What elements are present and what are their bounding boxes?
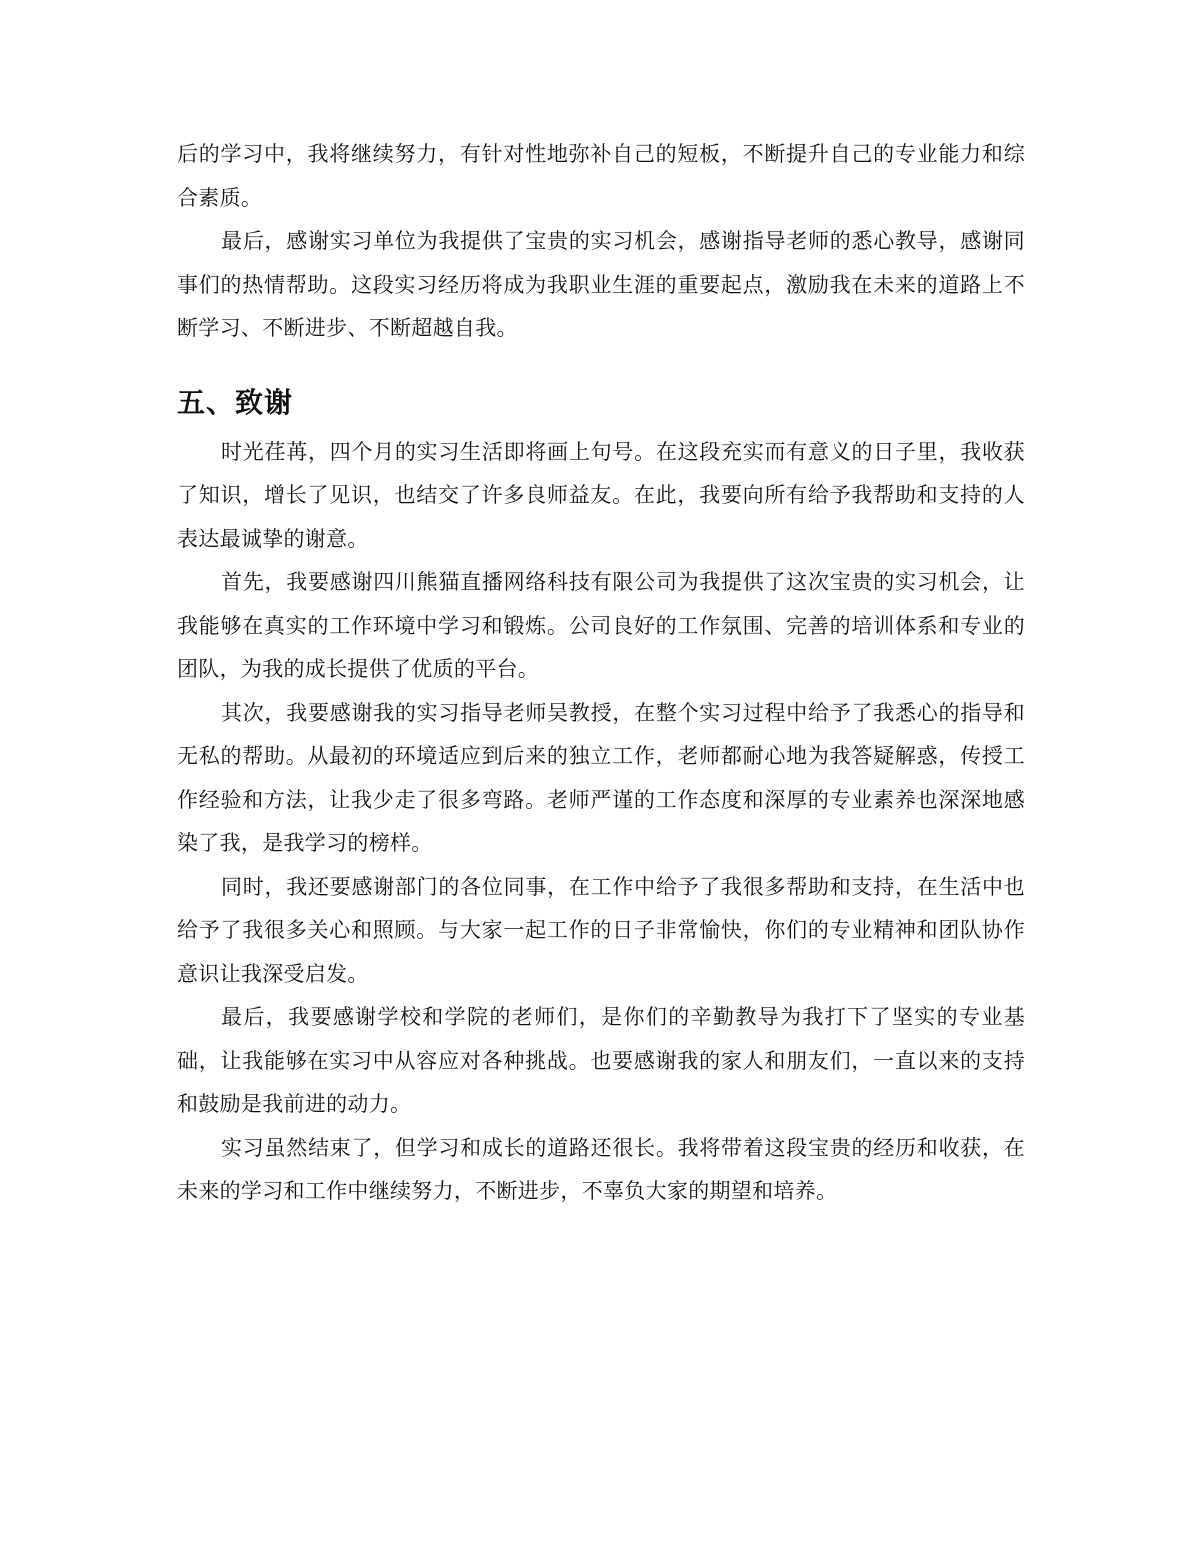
- acknowledgement-paragraph: 实习虽然结束了，但学习和成长的道路还很长。我将带着这段宝贵的经历和收获，在未来的学习和工作中继续努力，不断进步，不辜负大家的期望和培养。: [177, 1135, 1025, 1203]
- acknowledgement-paragraph: 首先，我要感谢四川熊猫直播网络科技有限公司为我提供了这次宝贵的实习机会，让我能够在真实的工作环境中学习和锻炼。公司良好的工作氛围、完善的培训体系和专业的团队，为我的成长提供了优质的平台。: [177, 570, 1025, 681]
- section-heading-acknowledgements: 五、致谢: [177, 385, 294, 419]
- acknowledgement-paragraph: 最后，我要感谢学校和学院的老师们，是你们的辛勤教导为我打下了坚实的专业基础，让我能够在实习中从容应对各种挑战。也要感谢我的家人和朋友们，一直以来的支持和鼓励是我前进的动力。: [177, 1005, 1025, 1116]
- closing-paragraph: 最后，感谢实习单位为我提供了宝贵的实习机会，感谢指导老师的悉心教导，感谢同事们的热情帮助。这段实习经历将成为我职业生涯的重要起点，激励我在未来的道路上不断学习、不断进步、不断超越自我。: [177, 229, 1025, 340]
- continued-paragraph: 后的学习中，我将继续努力，有针对性地弥补自己的短板，不断提升自己的专业能力和综合素质。: [177, 142, 1025, 210]
- acknowledgement-paragraph: 其次，我要感谢我的实习指导老师吴教授，在整个实习过程中给予了我悉心的指导和无私的帮助。从最初的环境适应到后来的独立工作，老师都耐心地为我答疑解惑，传授工作经验和方法，让我少走了很多弯路。老师严谨的工作态度和深厚的专业素养也深深地感染了我，是我学习的榜样。: [177, 700, 1025, 855]
- acknowledgement-paragraph: 同时，我还要感谢部门的各位同事，在工作中给予了我很多帮助和支持，在生活中也给予了我很多关心和照顾。与大家一起工作的日子非常愉快，你们的专业精神和团队协作意识让我深受启发。: [177, 874, 1025, 986]
- document-page: [177, 133, 1025, 1214]
- acknowledgement-paragraph: 时光荏苒，四个月的实习生活即将画上句号。在这段充实而有意义的日子里，我收获了知识，增长了见识，也结交了许多良师益友。在此，我要向所有给予我帮助和支持的人表达最诚挚的谢意。: [177, 439, 1025, 551]
